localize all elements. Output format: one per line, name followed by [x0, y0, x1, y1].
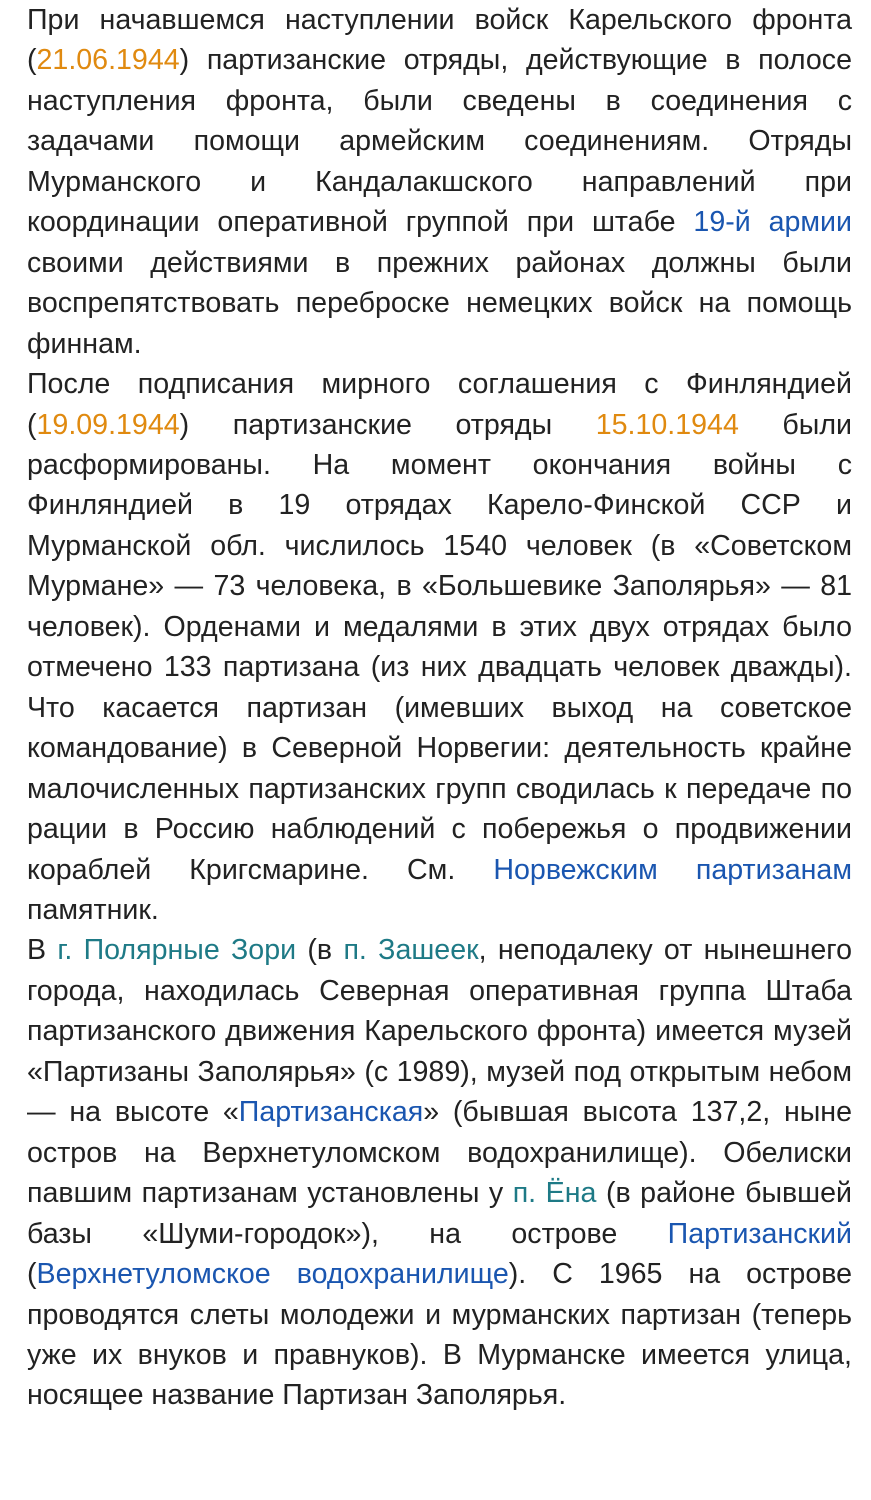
text-span: ) партизанские отряды, действующие в полосе наступления фронта, были сведены в соединения с задачами помощи армейским соединениям. Отряды Мурманского и Кандалакшского направлений при координации оперативной группой при штабе [27, 44, 852, 239]
text-span: ( [27, 1258, 37, 1291]
link-partizansky-island[interactable]: Партизанский [667, 1217, 852, 1250]
text-span: ) партизанские отряды [179, 408, 596, 441]
link-polyarnye-zori[interactable]: г. Полярные Зори [57, 934, 297, 967]
date-21-06-1944[interactable]: 21.06.1944 [36, 44, 180, 77]
text-span: ). С 1965 на острове проводятся слеты молодежи и мурманских партизан (теперь уже их внуков и правнуков). В Мурманске имеется улица, носящее название Партизан Заполярья. [27, 1258, 852, 1412]
text-span: (в [296, 934, 344, 967]
link-zasheek[interactable]: п. Зашеек [343, 934, 479, 967]
paragraph-memorials [27, 930, 852, 1415]
text-span: (в районе бывшей базы «Шуми-городок»), на острове [27, 1177, 852, 1250]
link-verkhnetulomskoe-reservoir[interactable]: Верхнетуломское водохранилище [36, 1258, 509, 1291]
text-span: , неподалеку от нынешнего города, находилась Северная оперативная группа Штаба партизанского движения Карельского фронта) имеется музей «Партизаны Заполярья» (с 1989), музей под открытым небом — на высоте « [27, 934, 852, 1129]
text-span: В [27, 934, 58, 967]
paragraph-disbanding [27, 364, 852, 930]
link-yona[interactable]: п. Ёна [512, 1177, 597, 1210]
link-partizanskaya[interactable]: Партизанская [238, 1096, 424, 1129]
text-span: » (бывшая высота 137,2, ныне остров на Верхнетуломском водохранилище). Обелиски павшим партизанам установлены у [27, 1096, 852, 1210]
text-span: После подписания мирного соглашения с Финляндией ( [27, 368, 852, 441]
link-19th-army[interactable]: 19-й армии [693, 206, 853, 239]
date-19-09-1944[interactable]: 19.09.1944 [36, 408, 180, 441]
article-body [27, 0, 852, 1416]
date-15-10-1944[interactable]: 15.10.1944 [595, 408, 739, 441]
text-span: своими действиями в прежних районах должны были воспрепятствовать переброске немецких войск на помощь финнам. [27, 246, 852, 360]
text-span: были расформированы. На момент окончания войны с Финляндией в 19 отрядах Карело-Финской ССР и Мурманской обл. числилось 1540 человек (в «Советском Мурмане» — 73 человека, в «Большевике Заполярья» — 81 человек). Орденами и медалями в этих двух отрядах было отмечено 133 партизана (из них двадцать человек дважды). Что касается партизан (имевших выход на советское командование) в Северной Норвегии: деятельность крайне малочисленных партизанских групп сводилась к передаче по рации в Россию наблюдений с побережья о продвижении кораблей Кригсмарине. См. [27, 408, 852, 886]
link-norwegian-partisans[interactable]: Норвежским партизанам [493, 853, 852, 886]
text-span: памятник. [27, 893, 159, 926]
paragraph-offensive [27, 0, 852, 364]
text-span: При начавшемся наступлении войск Карельского фронта ( [27, 4, 852, 77]
